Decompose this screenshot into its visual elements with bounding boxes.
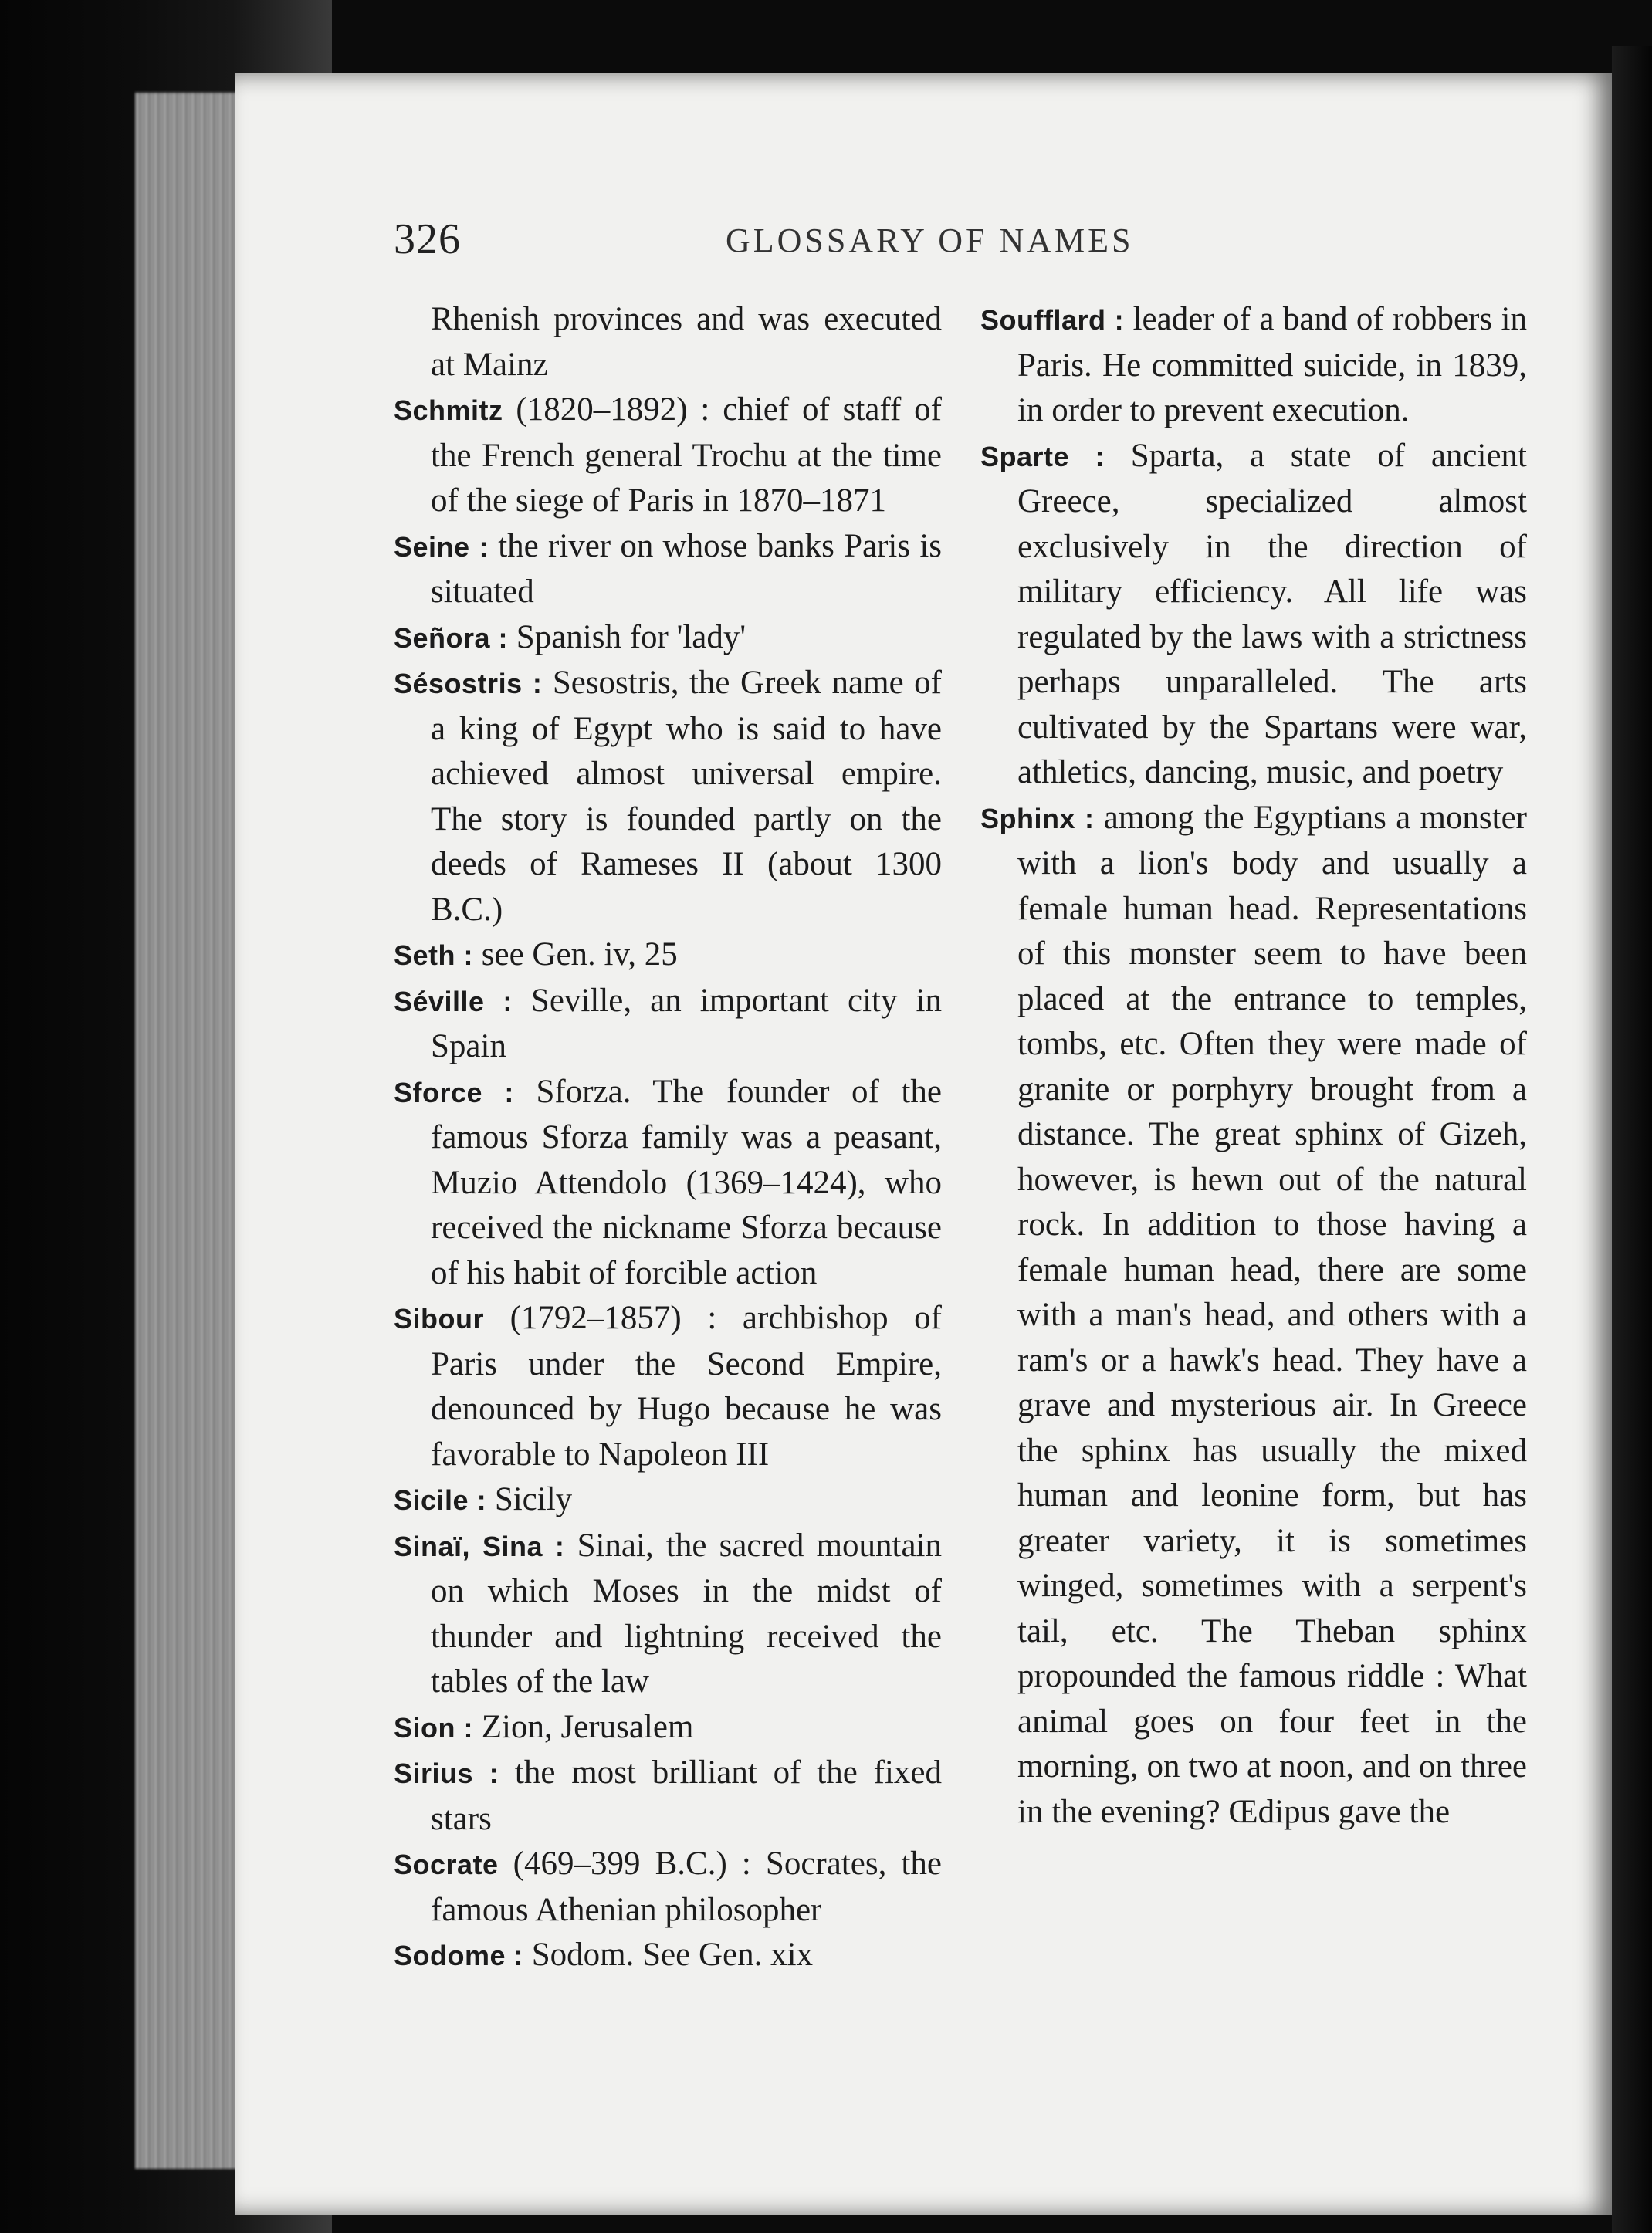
- entry-definition: the most brilliant of the fixed stars: [431, 1754, 942, 1837]
- entry-headword: Sodome :: [394, 1940, 524, 1971]
- entry-definition: Sforza. The founder of the famous Sforza family was a peasant, Muzio Attendolo (1369–1424), who received the nickname Sforza because of his habit of forcible action: [431, 1073, 942, 1291]
- glossary-entry: [394, 524, 942, 615]
- entry-headword: Schmitz: [394, 394, 503, 426]
- glossary-entry: [394, 979, 942, 1070]
- entry-headword: Sicile :: [394, 1484, 487, 1516]
- entry-definition: Sicily: [486, 1481, 573, 1517]
- entry-definition: see Gen. iv, 25: [473, 936, 678, 973]
- glossary-entry: [394, 1524, 942, 1705]
- glossary-entry: [394, 1842, 942, 1933]
- running-title: GLOSSARY OF NAMES: [726, 222, 1134, 259]
- entry-headword: Sparte :: [980, 440, 1105, 472]
- entry-headword: Sion :: [394, 1711, 473, 1744]
- left-column: [394, 297, 942, 1979]
- glossary-entry: [394, 387, 942, 524]
- entry-headword: Señora :: [394, 621, 509, 654]
- glossary-entry: [394, 1070, 942, 1297]
- continued-entry: Rhenish provinces and was executed at Mainz: [431, 301, 942, 383]
- entry-definition: Spanish for 'lady': [508, 618, 746, 655]
- page-number: 326: [394, 215, 461, 263]
- entry-definition: among the Egyptians a monster with a lion's body and usually a female human head. Representations of this monster seem to have been placed at the entrance to temples, tombs, etc. Often they were made of granite or porphyry brought from a distance. The great sphinx of Gizeh, however, is hewn out of the natural rock. In addition to those having a female human head, there are some with a man's head, and others with a ram's or a hawk's head. They have a grave and mysterious air. In Greece the sphinx has usually the mixed human and leonine form, but has greater variety, it is sometimes winged, sometimes with a serpent's tail, etc. The Theban sphinx propounded the famous riddle : What animal goes on four feet in the morning, on two at noon, and on three in the evening? Œdipus gave the: [1017, 799, 1527, 1830]
- glossary-entry: [394, 1751, 942, 1842]
- right-column: [980, 297, 1527, 1835]
- entry-definition: Zion, Jerusalem: [472, 1708, 694, 1745]
- glossary-entry: [394, 661, 942, 932]
- entry-definition: Sinai, the sacred mountain on which Moses in the midst of thunder and lightning received the tables of the law: [431, 1527, 942, 1700]
- entry-headword: Sphinx :: [980, 802, 1095, 834]
- entry-definition: Seville, an important city in Spain: [431, 982, 942, 1064]
- glossary-entry: [980, 297, 1527, 434]
- entry-definition: (469–399 B.C.) : Socrates, the famous Athenian philosopher: [431, 1846, 942, 1928]
- entry-headword: Soufflard :: [980, 304, 1125, 336]
- entry-headword: Sibour: [394, 1303, 484, 1335]
- entry-headword: Séville :: [394, 985, 513, 1017]
- entry-definition: (1792–1857) : archbishop of Paris under the Second Empire, denounced by Hugo because he was favorable to Napoleon III: [431, 1300, 942, 1473]
- glossary-entry: [394, 1933, 942, 1979]
- page-header: [394, 215, 1629, 276]
- entry-headword: Sirius :: [394, 1758, 499, 1789]
- entry-headword: Seth :: [394, 939, 474, 971]
- glossary-entry: [980, 434, 1527, 796]
- entry-definition: (1820–1892) : chief of staff of the French general Trochu at the time of the siege of Paris in 1870–1871: [431, 391, 942, 519]
- entry-definition: Sesostris, the Greek name of a king of Egypt who is said to have achieved almost universal empire. The story is founded partly on the deeds of Rameses II (about 1300 B.C.): [431, 665, 942, 928]
- glossary-entry: [394, 1705, 942, 1751]
- entry-headword: Socrate: [394, 1849, 499, 1880]
- glossary-entry: [394, 932, 942, 979]
- right-page-edge: [1612, 46, 1652, 2233]
- glossary-entry: [394, 615, 942, 661]
- glossary-entry: [394, 1296, 942, 1477]
- entry-definition: Sodom. See Gen. xix: [523, 1937, 814, 1973]
- entry-headword: Sésostris :: [394, 668, 543, 699]
- entry-headword: Seine :: [394, 530, 489, 563]
- entry-headword: Sinaï, Sina :: [394, 1530, 565, 1562]
- glossary-entry: [394, 1477, 942, 1524]
- entry-headword: Sforce :: [394, 1076, 514, 1108]
- glossary-entry: [980, 796, 1527, 1835]
- entry-definition: leader of a band of robbers in Paris. He committed suicide, in 1839, in order to prevent execution.: [1017, 301, 1527, 428]
- entry-definition: Sparta, a state of ancient Greece, specialized almost exclusively in the direction of military efficiency. All life was regulated by the laws with a strictness perhaps unparalleled. The arts cultivated by the Spartans were war, athletics, dancing, music, and poetry: [1017, 437, 1527, 790]
- entry-definition: the river on whose banks Paris is situated: [431, 527, 942, 610]
